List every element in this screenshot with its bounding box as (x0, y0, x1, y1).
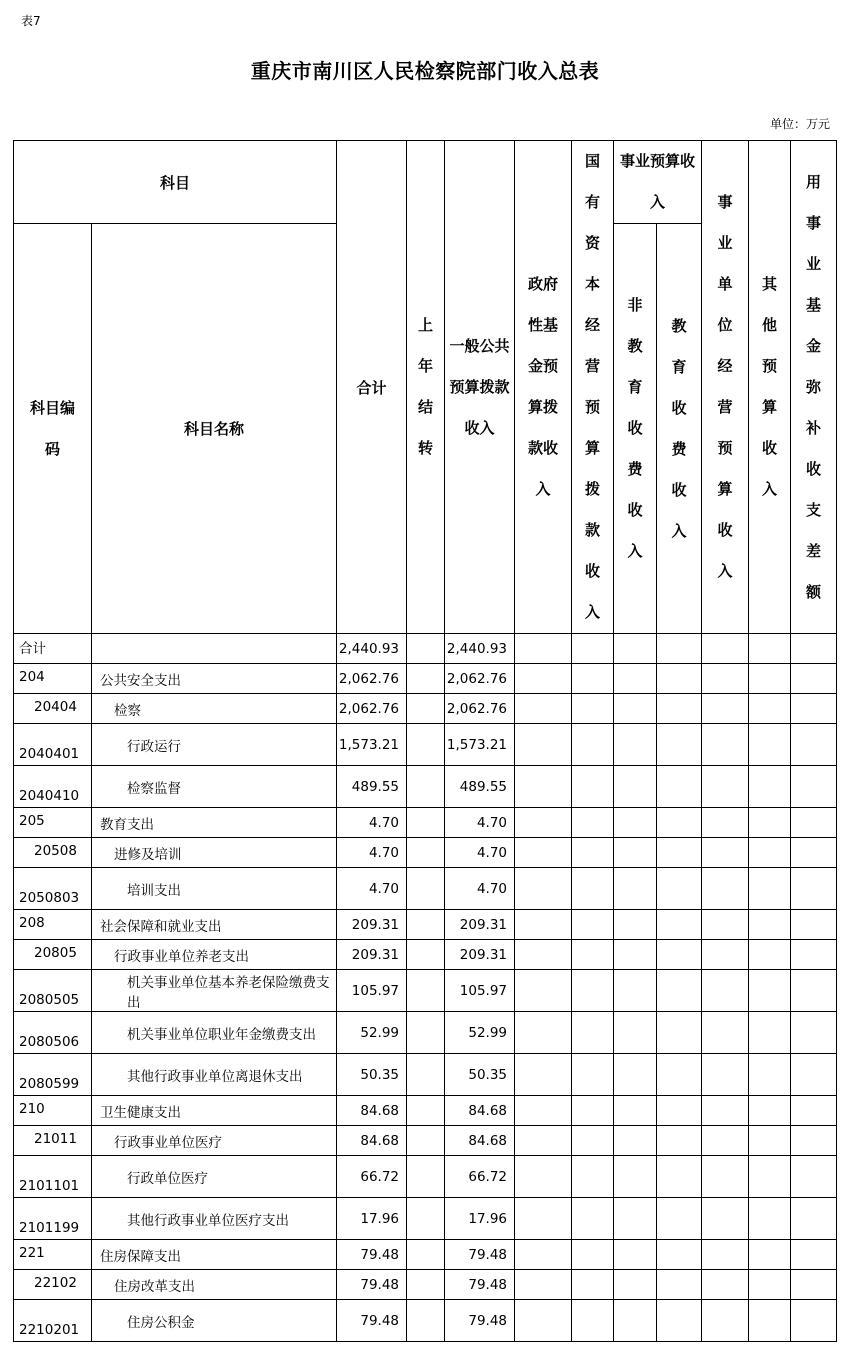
cell-empty (749, 724, 791, 766)
cell-name: 行政事业单位医疗 (92, 1126, 337, 1156)
cell-total: 79.48 (337, 1270, 407, 1300)
cell-carryover (407, 1012, 445, 1054)
cell-total: 84.68 (337, 1126, 407, 1156)
cell-empty (657, 808, 702, 838)
cell-name: 进修及培训 (92, 838, 337, 868)
unit-label: 单位：万元 (769, 117, 830, 131)
cell-carryover (407, 868, 445, 910)
cell-empty (572, 766, 614, 808)
cell-carryover (407, 1096, 445, 1126)
cell-name: 住房保障支出 (92, 1240, 337, 1270)
header-unit-operation: 事业单位经营预算收入 (702, 141, 749, 634)
cell-carryover (407, 970, 445, 1012)
cell-carryover (407, 694, 445, 724)
cell-empty (657, 970, 702, 1012)
cell-code: 20508 (14, 838, 92, 868)
cell-carryover (407, 1198, 445, 1240)
cell-total: 105.97 (337, 970, 407, 1012)
table-row (14, 634, 837, 664)
cell-empty (515, 694, 572, 724)
cell-empty (791, 1156, 837, 1198)
cell-empty (572, 970, 614, 1012)
cell-code: 2080506 (14, 1012, 92, 1054)
cell-empty (749, 910, 791, 940)
cell-empty (572, 1096, 614, 1126)
cell-general-budget: 84.68 (445, 1096, 515, 1126)
header-name: 科目名称 (92, 224, 337, 634)
cell-empty (572, 910, 614, 940)
cell-name (92, 634, 337, 664)
cell-empty (515, 940, 572, 970)
table-row (14, 1270, 837, 1300)
cell-general-budget: 2,062.76 (445, 694, 515, 724)
cell-empty (657, 1270, 702, 1300)
cell-empty (572, 1126, 614, 1156)
cell-carryover (407, 634, 445, 664)
cell-empty (614, 1054, 657, 1096)
cell-empty (515, 634, 572, 664)
cell-empty (515, 664, 572, 694)
cell-empty (749, 1054, 791, 1096)
cell-empty (572, 808, 614, 838)
cell-empty (702, 970, 749, 1012)
cell-total: 84.68 (337, 1096, 407, 1126)
cell-empty (657, 1126, 702, 1156)
cell-total: 4.70 (337, 838, 407, 868)
header-carryover: 上年结转 (407, 141, 445, 634)
cell-total: 2,440.93 (337, 634, 407, 664)
cell-total: 4.70 (337, 808, 407, 838)
cell-code: 210 (14, 1096, 92, 1126)
table-row (14, 766, 837, 808)
table-row (14, 1126, 837, 1156)
cell-name: 社会保障和就业支出 (92, 910, 337, 940)
cell-empty (702, 1054, 749, 1096)
cell-empty (702, 1156, 749, 1198)
cell-empty (515, 868, 572, 910)
cell-empty (614, 1198, 657, 1240)
cell-general-budget: 79.48 (445, 1240, 515, 1270)
cell-total: 2,062.76 (337, 694, 407, 724)
cell-empty (614, 634, 657, 664)
cell-empty (515, 1096, 572, 1126)
cell-general-budget: 4.70 (445, 868, 515, 910)
cell-empty (657, 664, 702, 694)
cell-empty (749, 1270, 791, 1300)
cell-empty (657, 1054, 702, 1096)
cell-empty (791, 1300, 837, 1342)
cell-empty (572, 1012, 614, 1054)
header-general-budget: 一般公共预算拨款收入 (445, 141, 515, 634)
header-state-capital: 国有资本经营预算拨款收入 (572, 141, 614, 634)
table-row (14, 1156, 837, 1198)
cell-empty (749, 1096, 791, 1126)
cell-empty (515, 910, 572, 940)
cell-empty (702, 940, 749, 970)
cell-empty (614, 970, 657, 1012)
cell-empty (791, 724, 837, 766)
cell-empty (572, 838, 614, 868)
cell-carryover (407, 838, 445, 868)
cell-empty (657, 1198, 702, 1240)
cell-carryover (407, 1156, 445, 1198)
cell-total: 489.55 (337, 766, 407, 808)
cell-code: 2040410 (14, 766, 92, 808)
cell-carryover (407, 1054, 445, 1096)
cell-name: 教育支出 (92, 808, 337, 838)
cell-empty (657, 724, 702, 766)
cell-empty (614, 1126, 657, 1156)
cell-empty (614, 664, 657, 694)
cell-total: 209.31 (337, 910, 407, 940)
cell-empty (702, 694, 749, 724)
cell-code: 204 (14, 664, 92, 694)
cell-name: 检察 (92, 694, 337, 724)
cell-empty (791, 910, 837, 940)
cell-empty (657, 694, 702, 724)
cell-empty (572, 634, 614, 664)
cell-general-budget: 17.96 (445, 1198, 515, 1240)
table-row (14, 910, 837, 940)
cell-empty (791, 766, 837, 808)
cell-empty (749, 1126, 791, 1156)
cell-empty (702, 808, 749, 838)
cell-code: 221 (14, 1240, 92, 1270)
cell-empty (749, 634, 791, 664)
table-row (14, 970, 837, 1012)
cell-empty (702, 664, 749, 694)
table-row (14, 940, 837, 970)
cell-empty (614, 838, 657, 868)
cell-total: 17.96 (337, 1198, 407, 1240)
table-row (14, 724, 837, 766)
cell-name: 行政单位医疗 (92, 1156, 337, 1198)
cell-general-budget: 2,440.93 (445, 634, 515, 664)
cell-empty (702, 1270, 749, 1300)
cell-empty (515, 808, 572, 838)
cell-name: 行政运行 (92, 724, 337, 766)
cell-name: 检察监督 (92, 766, 337, 808)
header-subject: 科目 (14, 141, 337, 224)
cell-carryover (407, 1270, 445, 1300)
cell-code: 22102 (14, 1270, 92, 1300)
cell-empty (614, 1096, 657, 1126)
table-row (14, 664, 837, 694)
cell-empty (515, 970, 572, 1012)
cell-empty (572, 1300, 614, 1342)
table-row (14, 868, 837, 910)
cell-general-budget: 209.31 (445, 910, 515, 940)
cell-empty (614, 868, 657, 910)
table-row (14, 1198, 837, 1240)
cell-empty (657, 766, 702, 808)
cell-empty (702, 1240, 749, 1270)
cell-empty (614, 1300, 657, 1342)
cell-empty (614, 694, 657, 724)
header-education: 教育收费收入 (657, 224, 702, 634)
cell-empty (749, 1198, 791, 1240)
cell-empty (749, 808, 791, 838)
cell-name: 住房公积金 (92, 1300, 337, 1342)
cell-empty (515, 1240, 572, 1270)
table-row (14, 1096, 837, 1126)
cell-empty (515, 1300, 572, 1342)
cell-general-budget: 79.48 (445, 1270, 515, 1300)
cell-general-budget: 66.72 (445, 1156, 515, 1198)
cell-empty (572, 940, 614, 970)
cell-empty (791, 1270, 837, 1300)
cell-total: 66.72 (337, 1156, 407, 1198)
cell-name: 住房改革支出 (92, 1270, 337, 1300)
page-title: 重庆市南川区人民检察院部门收入总表 (250, 59, 600, 83)
cell-total: 79.48 (337, 1240, 407, 1270)
cell-empty (515, 1126, 572, 1156)
table-number: 表7 (21, 14, 41, 28)
cell-empty (614, 724, 657, 766)
cell-empty (572, 694, 614, 724)
cell-carryover (407, 724, 445, 766)
cell-name: 机关事业单位职业年金缴费支出 (92, 1012, 337, 1054)
cell-carryover (407, 910, 445, 940)
cell-empty (702, 1096, 749, 1126)
table-row (14, 1240, 837, 1270)
cell-empty (702, 1198, 749, 1240)
header-non-education: 非教育收费收入 (614, 224, 657, 634)
cell-total: 50.35 (337, 1054, 407, 1096)
cell-general-budget: 4.70 (445, 838, 515, 868)
cell-empty (749, 970, 791, 1012)
cell-total: 79.48 (337, 1300, 407, 1342)
cell-empty (515, 1156, 572, 1198)
cell-empty (572, 1240, 614, 1270)
cell-empty (614, 940, 657, 970)
cell-empty (749, 1012, 791, 1054)
cell-empty (515, 1054, 572, 1096)
cell-empty (791, 634, 837, 664)
cell-empty (749, 766, 791, 808)
cell-carryover (407, 808, 445, 838)
cell-general-budget: 52.99 (445, 1012, 515, 1054)
cell-empty (657, 1240, 702, 1270)
cell-empty (749, 868, 791, 910)
cell-empty (515, 1198, 572, 1240)
cell-empty (749, 1240, 791, 1270)
cell-empty (657, 1300, 702, 1342)
cell-carryover (407, 940, 445, 970)
cell-empty (614, 1156, 657, 1198)
header-total: 合计 (337, 141, 407, 634)
cell-empty (749, 664, 791, 694)
table-row (14, 1300, 837, 1342)
cell-code: 2101101 (14, 1156, 92, 1198)
cell-name: 公共安全支出 (92, 664, 337, 694)
cell-empty (702, 724, 749, 766)
cell-empty (614, 910, 657, 940)
cell-name: 培训支出 (92, 868, 337, 910)
cell-total: 2,062.76 (337, 664, 407, 694)
cell-empty (572, 1054, 614, 1096)
cell-empty (702, 868, 749, 910)
cell-code: 208 (14, 910, 92, 940)
table-row (14, 1012, 837, 1054)
cell-empty (515, 1270, 572, 1300)
cell-empty (791, 838, 837, 868)
cell-empty (791, 1240, 837, 1270)
cell-total: 209.31 (337, 940, 407, 970)
cell-general-budget: 209.31 (445, 940, 515, 970)
cell-general-budget: 105.97 (445, 970, 515, 1012)
table-row (14, 694, 837, 724)
cell-name: 机关事业单位基本养老保险缴费支出 (92, 970, 337, 1012)
cell-empty (657, 1012, 702, 1054)
cell-code: 205 (14, 808, 92, 838)
cell-empty (614, 808, 657, 838)
header-undertaking-budget: 事业预算收入 (614, 141, 702, 224)
cell-empty (572, 1156, 614, 1198)
cell-empty (702, 1012, 749, 1054)
cell-total: 52.99 (337, 1012, 407, 1054)
cell-empty (702, 838, 749, 868)
cell-empty (702, 1300, 749, 1342)
cell-code: 2050803 (14, 868, 92, 910)
cell-empty (791, 694, 837, 724)
cell-code: 2040401 (14, 724, 92, 766)
cell-code: 2101199 (14, 1198, 92, 1240)
cell-empty (657, 1096, 702, 1126)
table-row (14, 808, 837, 838)
cell-code: 2080599 (14, 1054, 92, 1096)
cell-general-budget: 79.48 (445, 1300, 515, 1342)
cell-empty (657, 1156, 702, 1198)
cell-empty (791, 1012, 837, 1054)
cell-code: 合计 (14, 634, 92, 664)
cell-empty (702, 1126, 749, 1156)
cell-empty (791, 664, 837, 694)
header-code: 科目编码 (14, 224, 92, 634)
cell-empty (614, 766, 657, 808)
cell-empty (791, 1054, 837, 1096)
cell-code: 20805 (14, 940, 92, 970)
cell-empty (657, 940, 702, 970)
cell-code: 21011 (14, 1126, 92, 1156)
cell-empty (515, 1012, 572, 1054)
cell-general-budget: 50.35 (445, 1054, 515, 1096)
table-row (14, 838, 837, 868)
cell-empty (657, 910, 702, 940)
cell-empty (515, 838, 572, 868)
cell-empty (791, 1198, 837, 1240)
cell-empty (657, 634, 702, 664)
cell-carryover (407, 766, 445, 808)
cell-empty (572, 1198, 614, 1240)
cell-name: 其他行政事业单位医疗支出 (92, 1198, 337, 1240)
cell-total: 4.70 (337, 868, 407, 910)
cell-empty (657, 868, 702, 910)
income-summary-table (13, 140, 837, 1342)
cell-code: 2210201 (14, 1300, 92, 1342)
cell-general-budget: 84.68 (445, 1126, 515, 1156)
cell-empty (791, 940, 837, 970)
cell-carryover (407, 664, 445, 694)
header-fund-gap: 用事业基金弥补收支差额 (791, 141, 837, 634)
cell-empty (702, 634, 749, 664)
cell-empty (791, 1096, 837, 1126)
cell-empty (515, 724, 572, 766)
cell-carryover (407, 1240, 445, 1270)
cell-empty (749, 1156, 791, 1198)
cell-empty (791, 808, 837, 838)
cell-general-budget: 1,573.21 (445, 724, 515, 766)
cell-carryover (407, 1126, 445, 1156)
cell-empty (791, 970, 837, 1012)
header-other-budget: 其他预算收入 (749, 141, 791, 634)
cell-general-budget: 489.55 (445, 766, 515, 808)
cell-name: 其他行政事业单位离退休支出 (92, 1054, 337, 1096)
cell-empty (572, 664, 614, 694)
cell-empty (515, 766, 572, 808)
cell-code: 2080505 (14, 970, 92, 1012)
cell-name: 卫生健康支出 (92, 1096, 337, 1126)
cell-empty (702, 910, 749, 940)
cell-empty (614, 1012, 657, 1054)
cell-empty (749, 838, 791, 868)
cell-name: 行政事业单位养老支出 (92, 940, 337, 970)
cell-empty (749, 1300, 791, 1342)
cell-code: 20404 (14, 694, 92, 724)
cell-general-budget: 2,062.76 (445, 664, 515, 694)
cell-empty (791, 1126, 837, 1156)
table-row (14, 1054, 837, 1096)
cell-general-budget: 4.70 (445, 808, 515, 838)
cell-empty (572, 1270, 614, 1300)
cell-empty (572, 868, 614, 910)
cell-total: 1,573.21 (337, 724, 407, 766)
cell-carryover (407, 1300, 445, 1342)
cell-empty (657, 838, 702, 868)
cell-empty (749, 940, 791, 970)
cell-empty (614, 1240, 657, 1270)
cell-empty (614, 1270, 657, 1300)
header-gov-fund: 政府性基金预算拨款收入 (515, 141, 572, 634)
cell-empty (791, 868, 837, 910)
cell-empty (572, 724, 614, 766)
cell-empty (749, 694, 791, 724)
cell-empty (702, 766, 749, 808)
